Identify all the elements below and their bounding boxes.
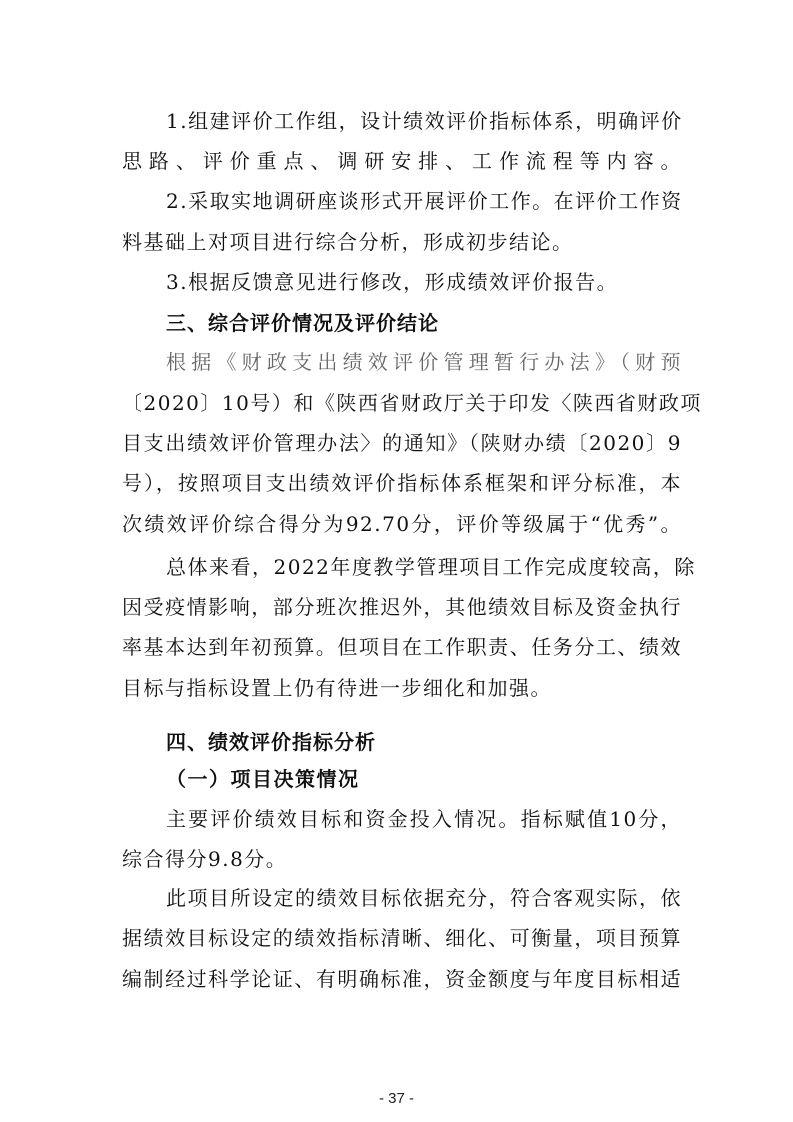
paragraph-line: 综合得分9.8分。 (122, 847, 288, 871)
paragraph-line: 号），按照项目支出绩效评价指标体系框架和评分标准，本 (122, 471, 682, 495)
paragraph-line: 3.根据反馈意见进行修改，形成绩效评价报告。 (166, 270, 619, 294)
section-heading: 三、综合评价情况及评价结论 (166, 311, 439, 335)
paragraph-line: 总体来看，2022年度教学管理项目工作完成度较高，除 (166, 555, 696, 579)
subsection-heading: （一）项目决策情况 (166, 767, 360, 791)
paragraph-line: 目支出绩效评价管理办法〉的通知》（陕财办绩〔2020〕9 (122, 431, 682, 455)
paragraph-line: 次绩效评价综合得分为92.70分，评价等级属于“优秀”。 (122, 512, 682, 536)
paragraph-line: 〔2020〕10号）和《陕西省财政厅关于印发〈陕西省财政项 (122, 391, 702, 415)
paragraph-line: 2.采取实地调研座谈形式开展评价工作。在评价工作资 (166, 189, 683, 213)
paragraph-line: 率基本达到年初预算。但项目在工作职责、任务分工、绩效 (122, 635, 682, 659)
paragraph-line: 根据《财政支出绩效评价管理暂行办法》（财预 (166, 350, 682, 374)
paragraph-line: 编制经过科学论证、有明确标准，资金额度与年度目标相适 (122, 967, 682, 991)
paragraph-line: 因受疫情影响，部分班次推迟外，其他绩效目标及资金执行 (122, 595, 682, 619)
paragraph-line: 思路、评价重点、调研安排、工作流程等内容。 (122, 149, 682, 173)
paragraph-line: 此项目所设定的绩效目标依据充分，符合客观实际，依 (166, 886, 682, 910)
paragraph-line: 料基础上对项目进行综合分析，形成初步结论。 (122, 230, 574, 254)
section-heading: 四、绩效评价指标分析 (166, 730, 376, 754)
paragraph-line: 主要评价绩效目标和资金投入情况。指标赋值10分， (166, 807, 682, 831)
paragraph-line: 目标与指标设置上仍有待进一步细化和加强。 (122, 676, 552, 700)
paragraph-line: 1.组建评价工作组，设计绩效评价指标体系，明确评价 (166, 109, 683, 133)
paragraph-line: 据绩效目标设定的绩效指标清晰、细化、可衡量，项目预算 (122, 926, 682, 950)
page-number: - 37 - (378, 1090, 414, 1107)
